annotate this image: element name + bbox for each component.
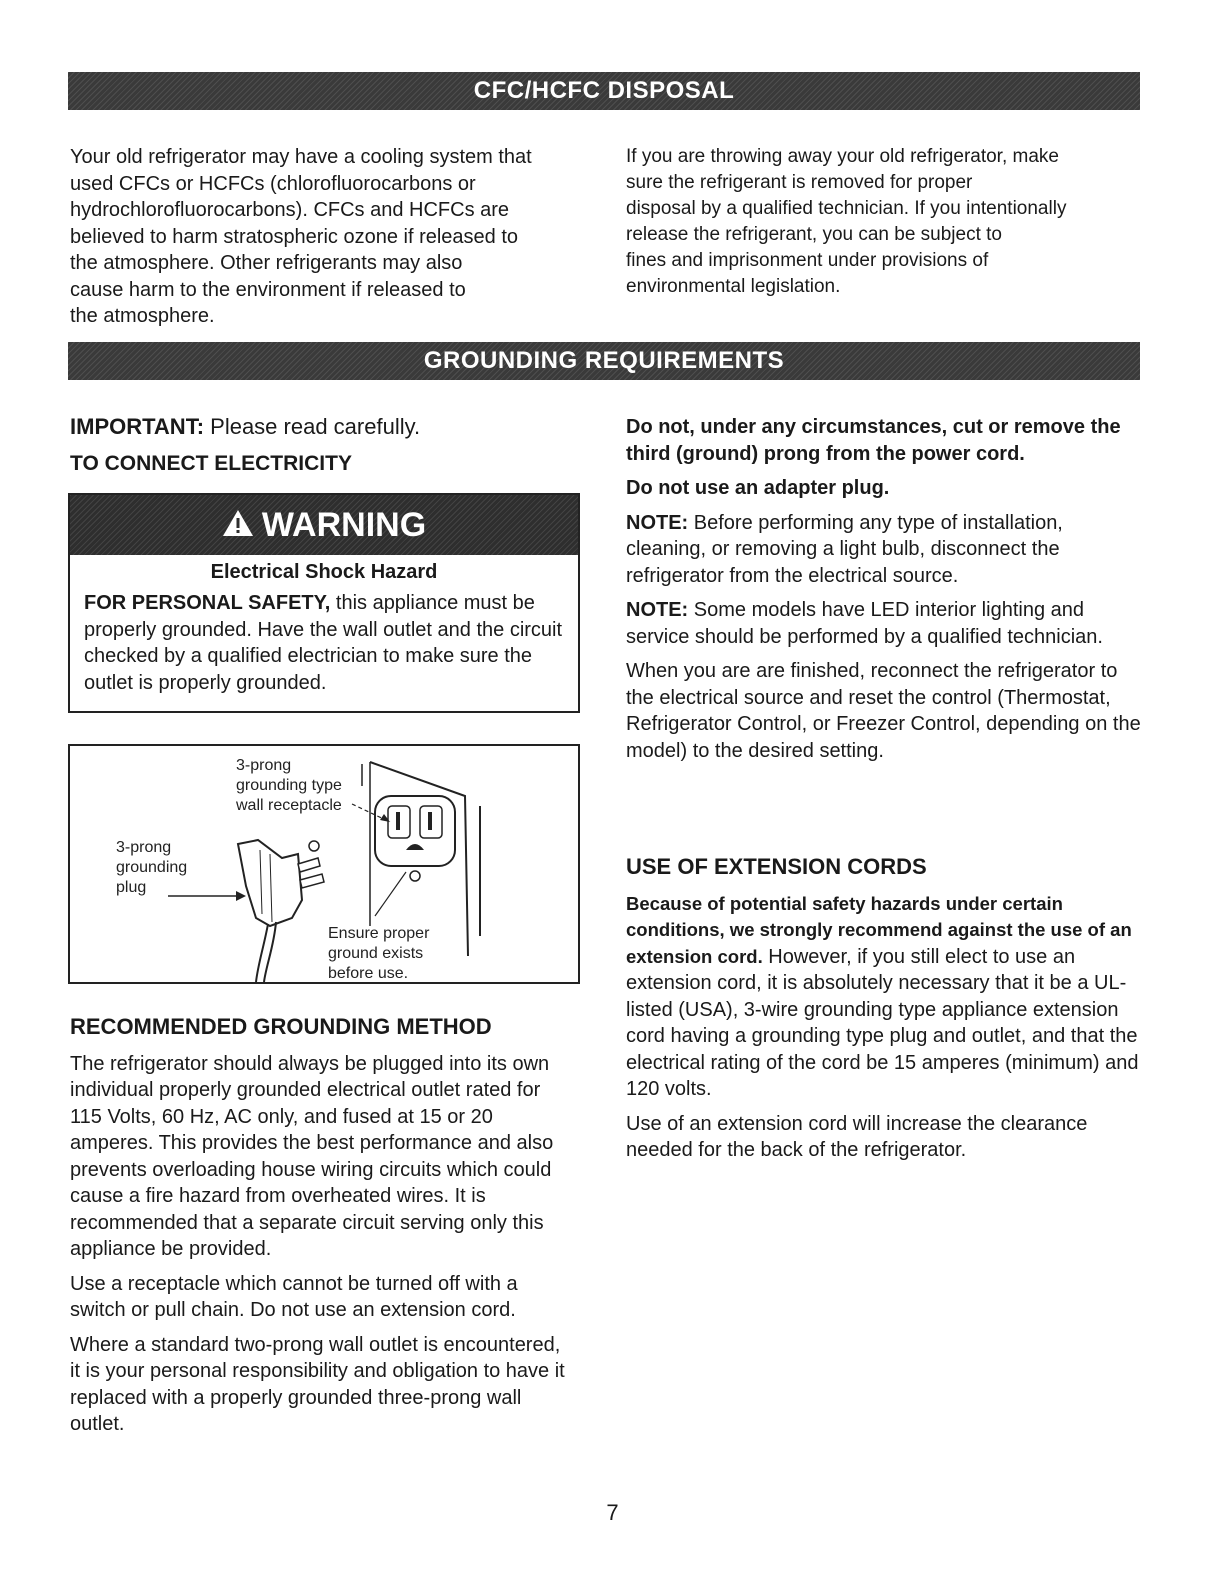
grounding-requirements-title: GROUNDING REQUIREMENTS — [423, 347, 785, 374]
cfc-right-line: environmental legislation. — [626, 276, 841, 297]
grounding-method-paragraph: The refrigerator should always be plugged into its own individual properly grounded electrical outlet rated for 115 Volts, 60 Hz, AC only, and fused at 15 or 20 amperes. This provides the best performance and also prevents overloading house wiring circuits which could cause a fire hazard from overheated wires. It is recommended that a separate circuit serving only this appliance be provided. — [70, 1052, 554, 1260]
receptacle-label-line: wall receptacle — [236, 797, 342, 814]
ground-label — [328, 924, 429, 984]
plug-label-line: 3-prong — [116, 839, 172, 856]
plug-label — [116, 838, 187, 898]
cfc-left-line: cause harm to the environment if released to — [70, 278, 466, 301]
warning-subtitle: Electrical Shock Hazard — [210, 561, 438, 583]
note-disconnect — [626, 510, 1146, 590]
note-text: Before performing any type of installation, cleaning, or removing a light bulb, disconnect the refrigerator from the electrical source. — [626, 511, 1063, 587]
warning-triangle-icon — [222, 497, 254, 557]
cfc-right-line: If you are throwing away your old refrigerator, make — [626, 146, 1059, 167]
grounding-right-column — [626, 414, 1146, 772]
adapter-plug-warning: Do not use an adapter plug. — [626, 477, 890, 499]
cfc-left-paragraph — [70, 144, 590, 330]
cfc-left-line: the atmosphere. — [70, 305, 215, 327]
cfc-right-line: release the refrigerant, you can be subject to — [626, 224, 1003, 245]
plug-receptacle-diagram — [68, 744, 580, 984]
note-label: NOTE: — [626, 599, 689, 621]
note-label: NOTE: — [626, 511, 689, 534]
cfc-right-line: sure the refrigerant is removed for proper — [626, 172, 973, 193]
plug-label-line: plug — [116, 879, 147, 896]
plug-label-line: grounding — [116, 859, 188, 876]
ground-label-line: before use. — [328, 965, 409, 982]
extension-cords-text: However, if you still elect to use an extension cord, it is absolutely necessary that it be a UL-listed (USA), 3-wire grounding type appliance extension cord having a grounding type plug and outlet, and that the electrical rating of the cord be 15 amperes (minimum) and 120 volts. — [626, 945, 1139, 1100]
warning-header — [70, 495, 578, 555]
extension-cords-paragraph — [626, 891, 1141, 1103]
important-block — [70, 414, 590, 477]
cfc-right-paragraph — [626, 144, 1146, 300]
cfc-right-line: fines and imprisonment under provisions of — [626, 250, 989, 271]
cfc-left-line: believed to harm stratospheric ozone if released to — [70, 225, 519, 248]
receptacle-label-line: grounding type — [236, 777, 342, 794]
warning-text: this appliance must be properly grounded. Have the wall outlet and the circuit checked by a qualified electrician to make sure the outlet is properly grounded. — [84, 592, 563, 694]
ground-label-line: ground exists — [328, 945, 424, 962]
receptacle-label-line: 3-prong — [236, 757, 292, 774]
extension-cords-bold-lead: Because of potential safety hazards under certain conditions, we strongly recommend against the use of an extension cord. — [626, 892, 1132, 967]
connect-electricity-heading: TO CONNECT ELECTRICITY — [70, 451, 352, 475]
warning-lead: FOR PERSONAL SAFETY, — [84, 592, 331, 614]
cfc-left-line: used CFCs or HCFCs (chlorofluorocarbons or — [70, 172, 476, 195]
grounding-method-paragraph: Where a standard two-prong wall outlet is encountered, it is your personal responsibility and obligation to have it replaced with a properly grounded three-prong wall outlet. — [70, 1333, 565, 1435]
important-label: IMPORTANT: — [70, 414, 205, 439]
extension-cords-section — [626, 854, 1141, 1172]
reconnect-paragraph: When you are are finished, reconnect the refrigerator to the electrical source and reset the control (Thermostat, Refrigerator Control, or Freezer Control, depending on the model) to the desired setting. — [626, 660, 1141, 762]
grounding-method-paragraph: Use a receptacle which cannot be turned off with a switch or pull chain. Do not use an extension cord. — [70, 1272, 518, 1321]
receptacle-label — [236, 756, 342, 816]
note-led — [626, 597, 1146, 650]
ground-prong-warning: Do not, under any circumstances, cut or remove the third (ground) prong from the power cord. — [626, 416, 1121, 465]
warning-body — [70, 584, 578, 696]
cfc-left-line: the atmosphere. Other refrigerants may also — [70, 252, 463, 274]
cfc-disposal-banner — [68, 72, 1140, 110]
grounding-method-section — [70, 1014, 570, 1446]
extension-cords-clearance: Use of an extension cord will increase the clearance needed for the back of the refrigerator. — [626, 1112, 1088, 1161]
warning-box — [68, 493, 580, 713]
cfc-disposal-title: CFC/HCFC DISPOSAL — [473, 77, 735, 104]
extension-cords-heading: USE OF EXTENSION CORDS — [626, 854, 927, 879]
note-text: Some models have LED interior lighting and service should be performed by a qualified technician. — [626, 599, 1103, 648]
ground-label-line: Ensure proper — [328, 925, 430, 942]
grounding-requirements-banner — [68, 342, 1140, 380]
grounding-method-heading: RECOMMENDED GROUNDING METHOD — [70, 1014, 492, 1039]
cfc-right-line: disposal by a qualified technician. If you intentionally — [626, 198, 1067, 219]
warning-title: WARNING — [261, 506, 427, 544]
cfc-left-line: hydrochlorofluorocarbons). CFCs and HCFCs are — [70, 199, 510, 221]
cfc-left-line: Your old refrigerator may have a cooling system that — [70, 146, 532, 168]
page-number: 7 — [606, 1500, 619, 1525]
important-text: Please read carefully. — [204, 414, 421, 439]
